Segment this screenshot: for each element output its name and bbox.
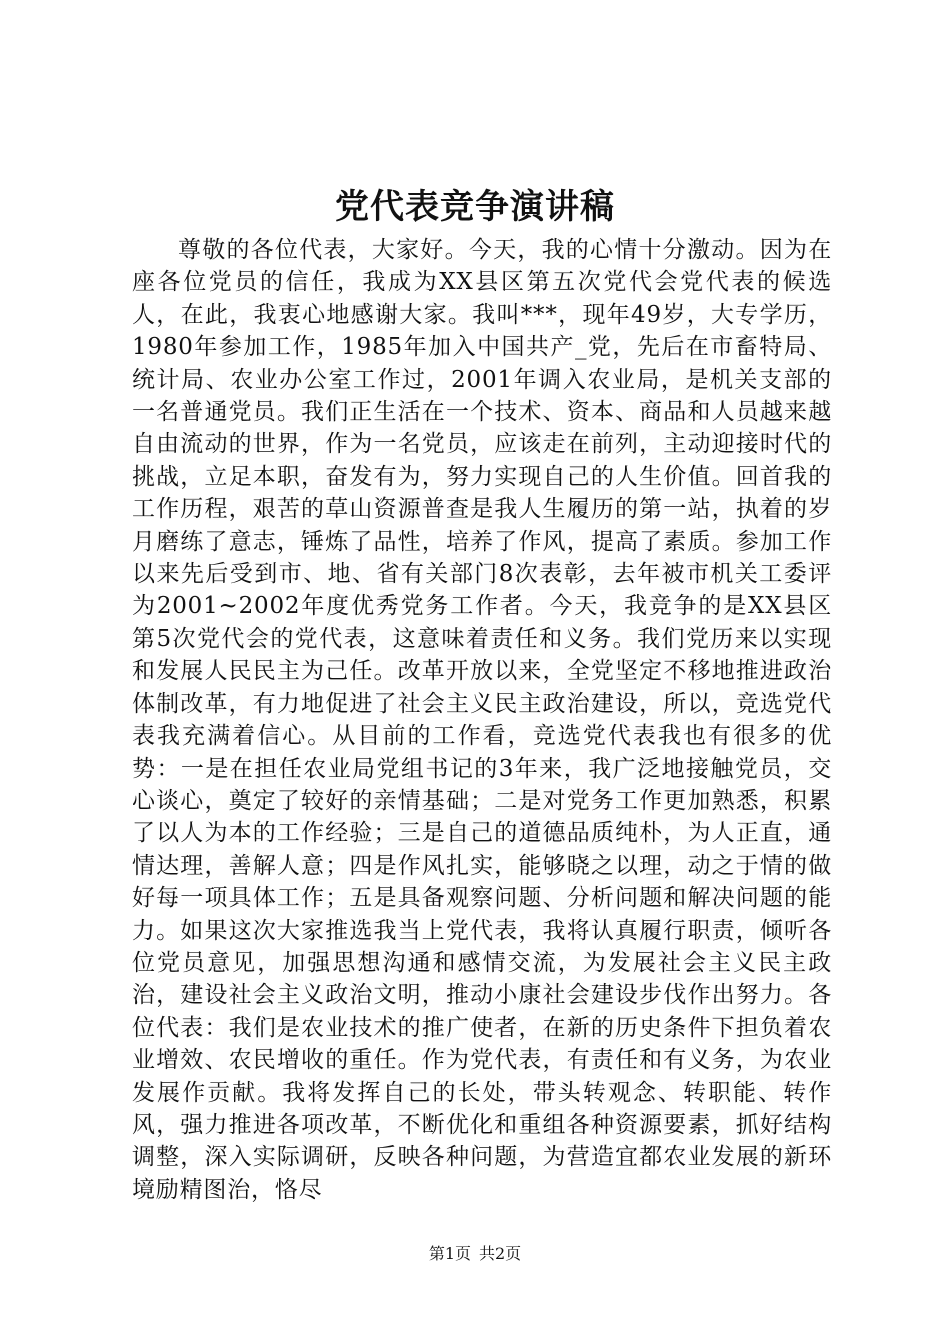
page-number: 第1页: [428, 1244, 471, 1263]
page-total: 共2页: [479, 1244, 522, 1263]
document-body: 尊敬的各位代表，大家好。今天，我的心情十分激动。因为在座各位党员的信任，我成为XX县区第五次党代会党代表的候选人，在此，我衷心地感谢大家。我叫***，现年49岁，大专学历，1980年参加工作，1985年加入中国共产_党，先后在市畜特局、统计局、农业办公室工作过，2001年调入农业局，是机关支部的一名普通党员。我们正生活在一个技术、资本、商品和人员越来越自由流动的世界，作为一名党员，应该走在前列，主动迎接时代的挑战，立足本职，奋发有为，努力实现自己的人生价值。回首我的工作历程，艰苦的草山资源普查是我人生履历的第一站，执着的岁月磨练了意志，锤炼了品性，培养了作风，提高了素质。参加工作以来先后受到市、地、省有关部门8次表彰，去年被市机关工委评为2001~2002年度优秀党务工作者。今天，我竞争的是XX县区第5次党代会的党代表，这意味着责任和义务。我们党历来以实现和发展人民民主为己任。改革开放以来，全党坚定不移地推进政治体制改革，有力地促进了社会主义民主政治建设，所以，竞选党代表我充满着信心。从目前的工作看，竞选党代表我也有很多的优势：一是在担任农业局党组书记的3年来，我广泛地接触党员，交心谈心，奠定了较好的亲情基础；二是对党务工作更加熟悉，积累了以人为本的工作经验；三是自己的道德品质纯朴，为人正直，通情达理，善解人意；四是作风扎实，能够晓之以理，动之于情的做好每一项具体工作；五是具备观察问题、分析问题和解决问题的能力。如果这次大家推选我当上党代表，我将认真履行职责，倾听各位党员意见，加强思想沟通和感情交流，为发展社会主义民主政治，建设社会主义政治文明，推动小康社会建设步伐作出努力。各位代表：我们是农业技术的推广使者，在新的历史条件下担负着农业增效、农民增收的重任。作为党代表，有责任和有义务，为农业发展作贡献。我将发挥自己的长处，带头转观念、转职能、转作风，强力推进各项改革，不断优化和重组各种资源要素，抓好结构调整，深入实际调研，反映各种问题，为营造宜都农业发展的新环境励精图治，恪尽: [132, 237, 832, 1203]
document-title: 党代表竞争演讲稿: [335, 187, 615, 227]
page-footer: [0, 1243, 950, 1265]
